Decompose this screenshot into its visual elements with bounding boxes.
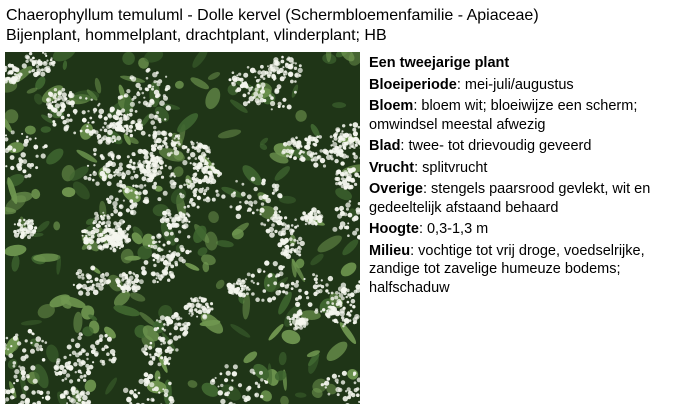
info-label: Hoogte [369,221,419,237]
info-row-vrucht [369,159,695,178]
plant-info [369,54,695,300]
info-value: : 0,3-1,3 m [418,221,489,237]
info-row-blad [369,137,695,156]
info-value: : bloem wit; bloeiwijze een scherm; omwindsel meestal afwezig [369,98,638,133]
info-row-bloeiperiode [369,76,695,95]
info-value: : splitvrucht [414,159,488,176]
info-label: Blad [369,138,401,154]
species-title: Chaerophyllum temuluml - Dolle kervel (Schermbloemenfamilie - Apiaceae) [6,7,539,24]
info-label: Vrucht [369,159,415,176]
info-label: Milieu [369,242,411,259]
info-row-hoogte [369,220,695,239]
plant-photo-canvas [5,52,360,404]
info-label: Bloeiperiode [369,76,457,93]
info-value: : stengels paarsrood gevlekt, wit en gedeeltelijk afstaand behaard [369,181,651,216]
info-row-overige [369,180,695,217]
plant-tags: Bijenplant, hommelplant, drachtplant, vlinderplant; HB [6,27,387,44]
page-header [6,6,696,46]
info-row-bloem [369,97,695,134]
info-label: Bloem [369,98,414,114]
info-value: : mei-juli/augustus [456,76,574,93]
info-row-milieu [369,242,695,298]
plant-photo [5,52,360,404]
info-value: : twee- tot drievoudig geveerd [400,138,592,154]
info-label: Overige [369,181,423,197]
lifecycle-text: Een tweejarige plant [369,55,510,71]
info-value: : vochtige tot vrij droge, voedselrijke, zandige tot zavelige humeuze bodems; halfschaduw [369,242,645,296]
